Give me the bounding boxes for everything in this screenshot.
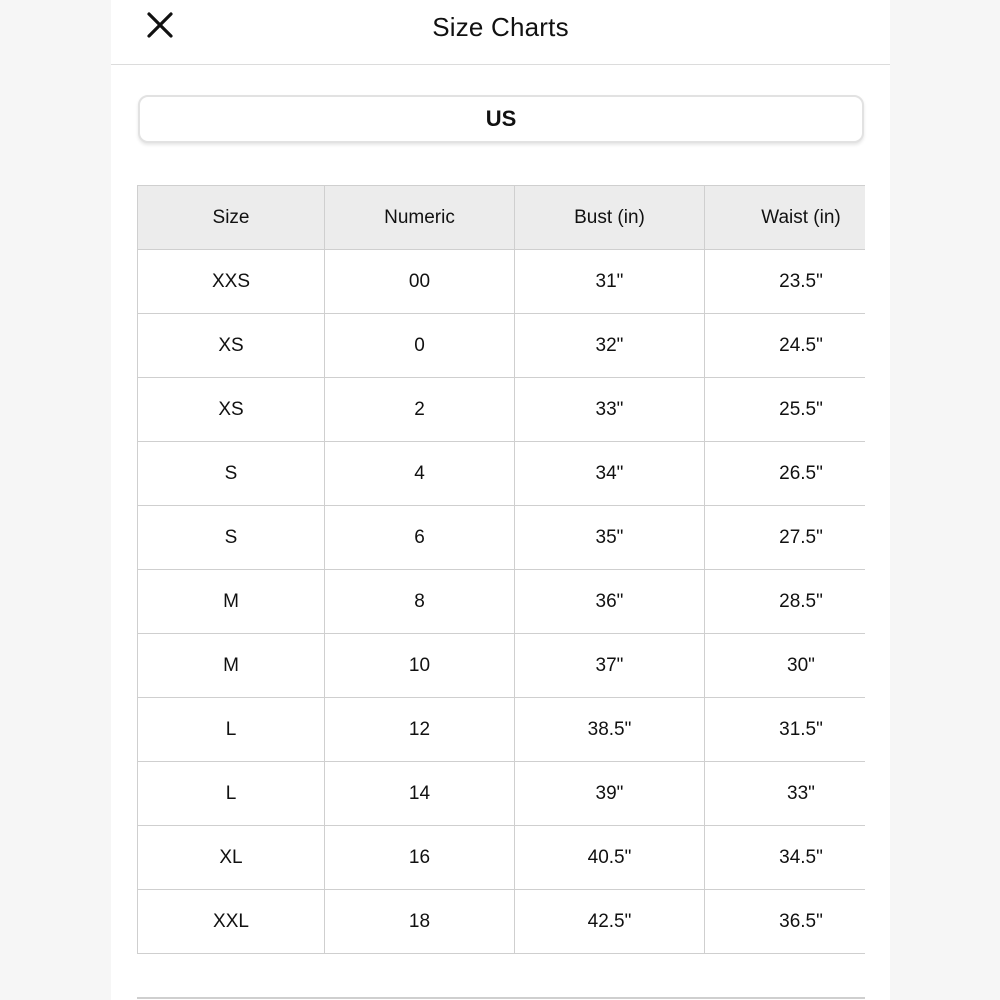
cell-bust: 32" — [515, 314, 705, 378]
cell-waist: 31.5" — [705, 698, 866, 762]
cell-bust: 36" — [515, 570, 705, 634]
cell-numeric: 8 — [325, 570, 515, 634]
divider — [137, 997, 865, 999]
cell-waist: 36.5" — [705, 890, 866, 954]
table-row — [138, 762, 866, 826]
cell-bust: 42.5" — [515, 890, 705, 954]
cell-numeric: 16 — [325, 826, 515, 890]
cell-bust: 37" — [515, 634, 705, 698]
table-row — [138, 570, 866, 634]
column-header-waist: Waist (in) — [705, 186, 866, 250]
cell-waist: 28.5" — [705, 570, 866, 634]
table-row — [138, 698, 866, 762]
column-header-bust: Bust (in) — [515, 186, 705, 250]
cell-waist: 24.5" — [705, 314, 866, 378]
cell-size: L — [138, 762, 325, 826]
cell-bust: 33" — [515, 378, 705, 442]
table-row — [138, 826, 866, 890]
cell-waist: 25.5" — [705, 378, 866, 442]
cell-bust: 35" — [515, 506, 705, 570]
cell-numeric: 10 — [325, 634, 515, 698]
table-row — [138, 506, 866, 570]
column-header-size: Size — [138, 186, 325, 250]
cell-size: XXS — [138, 250, 325, 314]
cell-waist: 23.5" — [705, 250, 866, 314]
cell-size: M — [138, 634, 325, 698]
size-table-scroll[interactable] — [137, 185, 865, 971]
cell-bust: 40.5" — [515, 826, 705, 890]
table-row — [138, 634, 866, 698]
size-chart-sheet — [111, 0, 890, 1000]
cell-bust: 39" — [515, 762, 705, 826]
table-header-row — [138, 186, 866, 250]
cell-waist: 33" — [705, 762, 866, 826]
cell-waist: 27.5" — [705, 506, 866, 570]
table-row — [138, 314, 866, 378]
cell-size: XS — [138, 378, 325, 442]
cell-bust: 31" — [515, 250, 705, 314]
cell-numeric: 0 — [325, 314, 515, 378]
cell-numeric: 6 — [325, 506, 515, 570]
page-title: Size Charts — [432, 12, 569, 42]
cell-numeric: 14 — [325, 762, 515, 826]
cell-waist: 34.5" — [705, 826, 866, 890]
size-table — [137, 185, 865, 954]
cell-numeric: 2 — [325, 378, 515, 442]
region-selector-us[interactable]: US — [138, 95, 864, 143]
cell-size: S — [138, 442, 325, 506]
table-row — [138, 890, 866, 954]
cell-size: M — [138, 570, 325, 634]
cell-waist: 30" — [705, 634, 866, 698]
cell-size: XXL — [138, 890, 325, 954]
table-row — [138, 250, 866, 314]
column-header-numeric: Numeric — [325, 186, 515, 250]
cell-numeric: 18 — [325, 890, 515, 954]
table-row — [138, 442, 866, 506]
cell-size: S — [138, 506, 325, 570]
cell-size: XL — [138, 826, 325, 890]
cell-waist: 26.5" — [705, 442, 866, 506]
cell-numeric: 12 — [325, 698, 515, 762]
cell-numeric: 00 — [325, 250, 515, 314]
cell-size: L — [138, 698, 325, 762]
cell-bust: 34" — [515, 442, 705, 506]
header — [111, 0, 890, 65]
cell-bust: 38.5" — [515, 698, 705, 762]
cell-size: XS — [138, 314, 325, 378]
table-row — [138, 378, 866, 442]
cell-numeric: 4 — [325, 442, 515, 506]
